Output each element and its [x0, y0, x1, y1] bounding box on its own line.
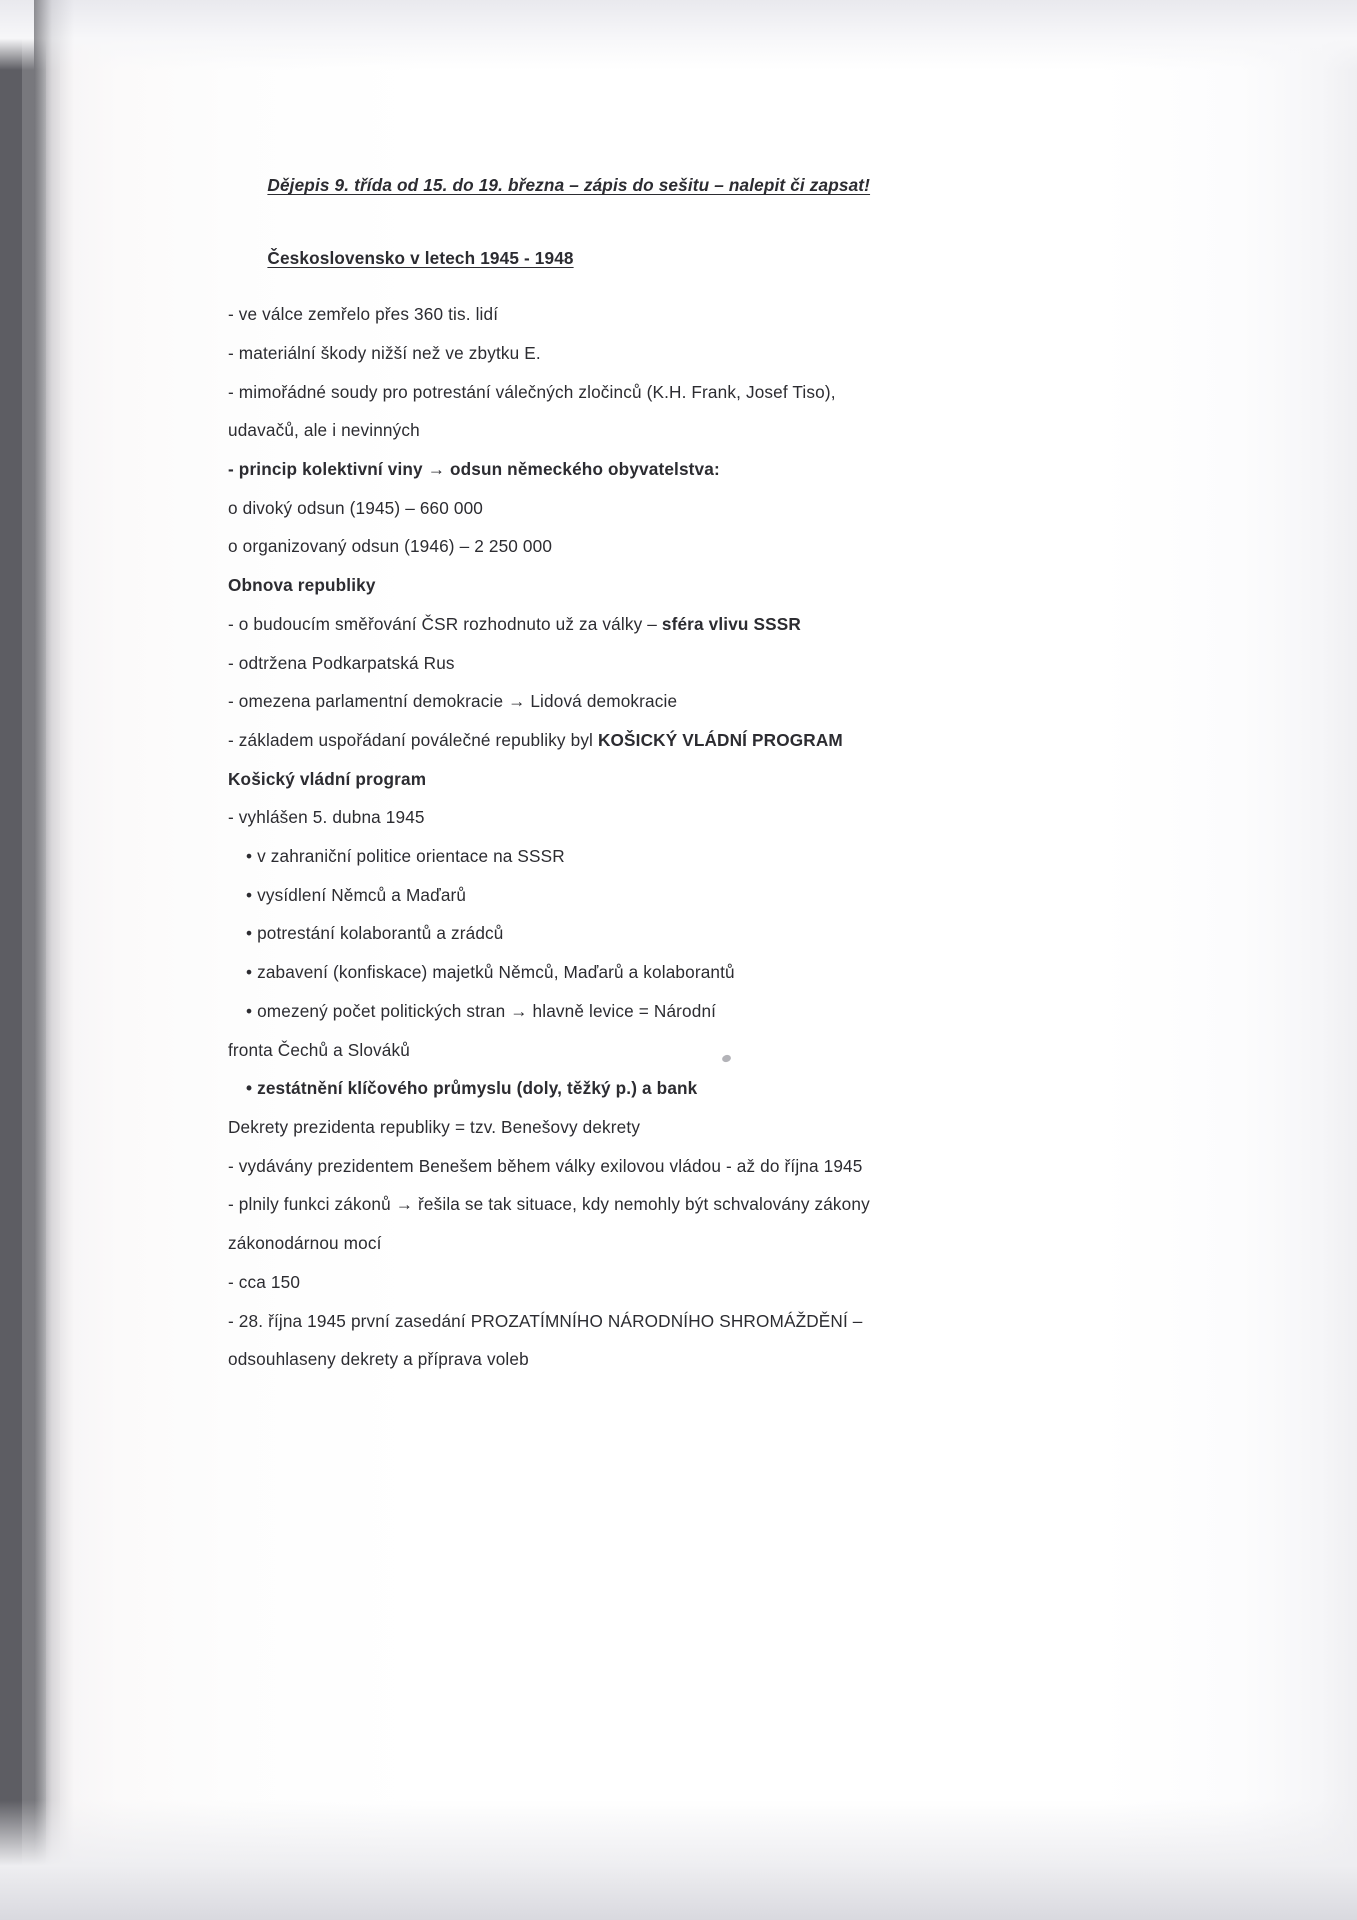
- text-line: [228, 1196, 1108, 1213]
- text-line-content: Košický vládní program: [228, 768, 427, 789]
- text-line-content: fronta Čechů a Slováků: [228, 1039, 410, 1060]
- bullet-item: [228, 1000, 1108, 1021]
- text-line-content: • vysídlení Němců a Maďarů: [246, 884, 467, 905]
- text-line-content: - vyhlášen 5. dubna 1945: [228, 807, 425, 828]
- text-line-content: odsouhlaseny dekrety a příprava voleb: [228, 1349, 529, 1370]
- text-line-content: - princip kolektivní viny → odsun německého obyvatelstva:: [228, 459, 720, 480]
- text-line-continuation: [228, 422, 1108, 439]
- text-line-continuation: [228, 1039, 1108, 1060]
- text-line: [228, 809, 1108, 826]
- text-line-content: • zestátnění klíčového průmyslu (doly, těžký p.) a bank: [246, 1078, 698, 1099]
- text-line: [228, 1310, 1108, 1331]
- text-line-content: • omezený počet politických stran → hlavně levice = Národní: [246, 1000, 717, 1021]
- text-line-content: - o budoucím směřování ČSR rozhodnuto už za války –: [228, 613, 662, 634]
- text-line-content: udavačů, ale i nevinných: [228, 420, 420, 441]
- bullet-item: [228, 925, 1108, 942]
- text-line-emphasized: [228, 461, 1108, 478]
- section-heading: [228, 233, 1108, 285]
- text-line-content: o organizovaný odsun (1946) – 2 250 000: [228, 536, 553, 557]
- text-line-content: - omezena parlamentní demokracie → Lidová demokracie: [228, 691, 678, 712]
- bullet-item: [228, 884, 1108, 905]
- text-line-content: zákonodárnou mocí: [228, 1233, 382, 1254]
- sub-item-line: [228, 538, 1108, 555]
- text-line: [228, 381, 1108, 402]
- text-line: [228, 1155, 1108, 1176]
- text-line-content: - odtržena Podkarpatská Rus: [228, 652, 455, 673]
- text-line-continuation: [228, 1351, 1108, 1368]
- subsection-heading: [228, 577, 1108, 594]
- text-line-emphasis: sféra vlivu SSSR: [661, 613, 801, 634]
- text-line-content: - mimořádné soudy pro potrestání válečných zločinců (K.H. Frank, Josef Tiso),: [228, 381, 836, 402]
- text-line-content: - 28. října 1945 první zasedání PROZATÍMNÍHO NÁRODNÍHO SHROMÁŽDĚNÍ –: [228, 1310, 863, 1331]
- text-line-content: Obnova republiky: [228, 575, 376, 596]
- document-title-text: Dějepis 9. třída od 15. do 19. března – zápis do sešitu – nalepit či zapsat!: [267, 175, 871, 196]
- text-line: [228, 693, 1108, 710]
- bullet-item-emphasized: [228, 1080, 1108, 1097]
- text-line: [228, 1271, 1108, 1292]
- text-line-content: • v zahraniční politice orientace na SSSR: [246, 846, 565, 867]
- text-line-content: - základem uspořádaní poválečné republiky byl: [228, 729, 598, 750]
- text-line-content: - cca 150: [228, 1271, 301, 1292]
- text-line-continuation: [228, 1235, 1108, 1252]
- document-text-column: [228, 160, 1108, 1390]
- text-line-content: - materiální škody nižší než ve zbytku E.: [228, 342, 541, 363]
- text-line-content: - plnily funkci zákonů → řešila se tak situace, kdy nemohly být schvalovány zákony: [228, 1194, 870, 1215]
- text-line-content: • potrestání kolaborantů a zrádců: [246, 923, 504, 944]
- text-line: [228, 729, 1108, 750]
- text-line-content: • zabavení (konfiskace) majetků Němců, Maďarů a kolaborantů: [246, 962, 735, 983]
- section-heading-text: Československo v letech 1945 - 1948: [267, 248, 574, 269]
- text-line: [228, 306, 1108, 323]
- document-title: [228, 160, 1108, 212]
- sub-item-line: [228, 497, 1108, 518]
- text-line: [228, 1116, 1108, 1137]
- text-line: [228, 342, 1108, 363]
- text-line-content: - vydávány prezidentem Benešem během války exilovou vládou - až do října 1945: [228, 1155, 863, 1176]
- text-line-content: Dekrety prezidenta republiky = tzv. Benešovy dekrety: [228, 1116, 641, 1137]
- bullet-item: [228, 964, 1108, 981]
- text-line-emphasis: KOŠICKÝ VLÁDNÍ PROGRAM: [597, 729, 843, 750]
- text-line-content: o divoký odsun (1945) – 660 000: [228, 497, 484, 518]
- subsection-heading: [228, 768, 1108, 789]
- text-line-content: - ve válce zemřelo přes 360 tis. lidí: [228, 304, 499, 325]
- text-line: [228, 652, 1108, 673]
- text-line: [228, 613, 1108, 634]
- bullet-item: [228, 848, 1108, 865]
